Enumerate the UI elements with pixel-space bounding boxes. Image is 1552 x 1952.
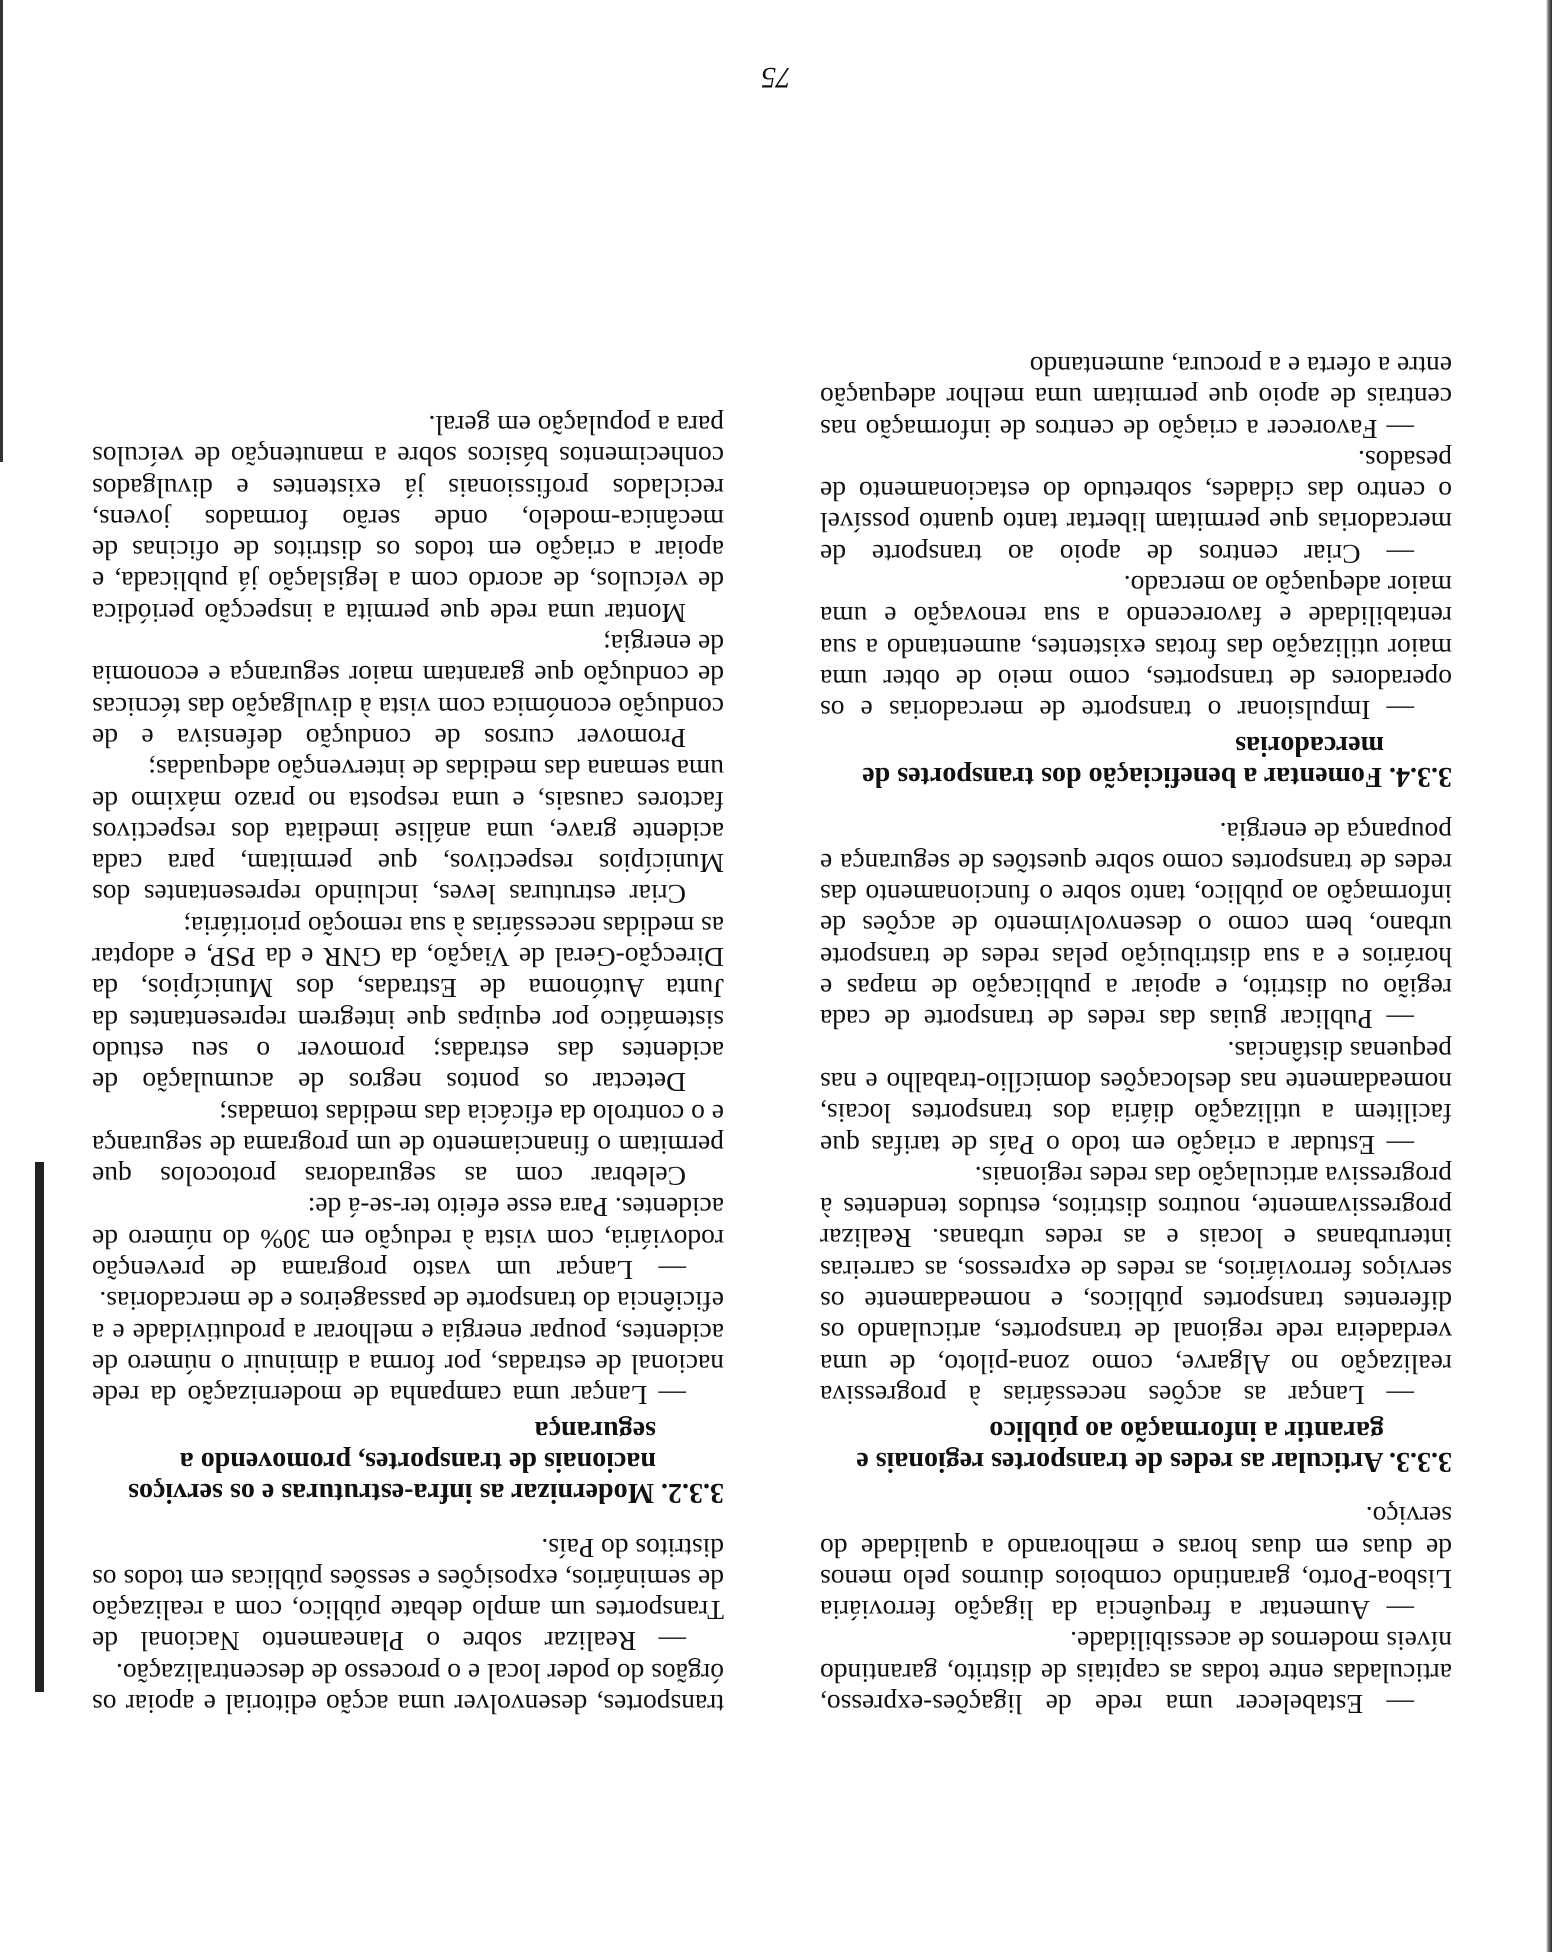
paragraph: — Estabelecer uma rede de ligações-expresso, articuladas entre todas as capitais de distrito, garantindo níveis modernos de acessibilidade.	[820, 1626, 1452, 1720]
paragraph: — Favorecer a criação de centros de informação nas centrais de apoio que permitam uma melhor adequação entre a oferta e a procura, aumentando	[820, 351, 1452, 445]
paragraph: — Impulsionar o transporte de mercadorias e os operadores de transportes, como meio de obter uma maior utilização das frotas existentes, aumentando a sua rentabilidade e favorecendo a sua renovação e uma maior adequação ao mercado.	[820, 570, 1452, 727]
page-number: 75	[761, 61, 791, 94]
section-heading-3-3-3: 3.3.3. Articular as redes de transportes regionais e garantir a informação ao público	[856, 1414, 1452, 1477]
paragraph: transportes, desenvolver uma acção editorial e apoiar os órgãos do poder local e o processo de descentralização.	[92, 1657, 724, 1720]
paragraph: Celebrar com as seguradoras protocolos que permitam o financiamento de um programa de segurança e o controlo da eficácia das medidas tomadas;	[92, 1098, 724, 1193]
paragraph: — Estudar a criação em todo o País de tarifas que facilitem a utilização diária dos transportes locais, nomeadamente nas deslocações domicílio-trabalho e nas pequenas distâncias.	[820, 1035, 1452, 1161]
right-column	[820, 351, 1452, 1720]
paragraph: — Aumentar a frequência da ligação ferroviária Lisboa-Porto, garantindo comboios diurnos pelo menos de duas em duas horas e melhorando a qualidade do serviço.	[820, 1501, 1452, 1627]
paragraph: Detectar os pontos negros de acumulação de acidentes das estradas; promover o seu estudo sistemático por equipas que integrem representantes da Junta Autónoma de Estradas, dos Municípios, da Direcção-Geral de Viação, da GNR e da PSP, e adoptar as medidas necessárias à sua remoção prioritária;	[92, 910, 724, 1099]
paragraph: — Criar centros de apoio ao transporte de mercadorias que permitam libertar tanto quanto possível o centro das cidades, sobretudo do estacionamento de pesados.	[820, 444, 1452, 570]
left-column	[92, 410, 724, 1720]
paragraph: — Lançar as acções necessárias à progressiva realização no Algarve, como zona-piloto, de uma verdadeira rede regional de transportes, articulando os diferentes transportes públicos, e nomeadamente os serviços ferroviários, as redes de expressos, as carreiras interurbanas e locais e as redes urbanas. Realizar progressivamente, noutros distritos, estudos tendentes à progressiva articulação das redes regionais.	[820, 1160, 1452, 1411]
scan-edge-left	[1546, 0, 1552, 1952]
scan-bar	[35, 1162, 44, 1692]
paragraph: — Publicar guias das redes de transporte de cada região ou distrito, e apoiar a publicação de mapas e horários e a sua distribuição pelas redes de transporte urbano, bem como o desenvolvimento de acções de informação ao público, tanto sobre o funcionamento das redes de transportes como sobre questões de segurança e poupança de energia.	[820, 816, 1452, 1036]
paragraph: Criar estruturas leves, incluindo representantes dos Municípios respectivos, que permitam, para cada acidente grave, uma análise imediata dos respectivos factores causais, e uma resposta no prazo máximo de uma semana das medidas de intervenção adequadas;	[92, 754, 724, 911]
paragraph: Montar uma rede que permita a inspecção periódica de veículos, de acordo com a legislação já publicada, e apoiar a criação em todos os distritos de oficinas de mecânica-modelo, onde serão formados jovens, reciclados profissionais já existentes e divulgados conhecimentos básicos sobre a manutenção de veículos para a população em geral.	[92, 410, 724, 629]
paragraph: Promover cursos de condução defensiva e de condução económica com vista à divulgação das técnicas de condução que garantam maior segurança e economia de energia;	[92, 629, 724, 754]
section-heading-3-3-2: 3.3.2. Modernizar as infra-estruturas e os serviços nacionais de transportes, promovendo a segurança	[128, 1415, 724, 1509]
section-heading-3-3-4: 3.3.4. Fomentar a beneficiação dos transportes de mercadorias	[862, 730, 1452, 793]
paragraph: — Realizar sobre o Planeamento Nacional de Transportes um amplo debate público, com a realização de seminários, exposições e sessões públicas em todos os distritos do País.	[92, 1532, 724, 1658]
paragraph: — Lançar um vasto programa de prevenção rodoviária, com vista à redução em 30% do número de acidentes. Para esse efeito ter-se-á de:	[92, 1192, 724, 1287]
paragraph: — Lançar uma campanha de modernização da rede nacional de estradas, por forma a diminuir o número de acidentes, poupar energia e melhorar a produtividade e a eficiência do transporte de passageiros e de mercadorias.	[92, 1286, 724, 1412]
